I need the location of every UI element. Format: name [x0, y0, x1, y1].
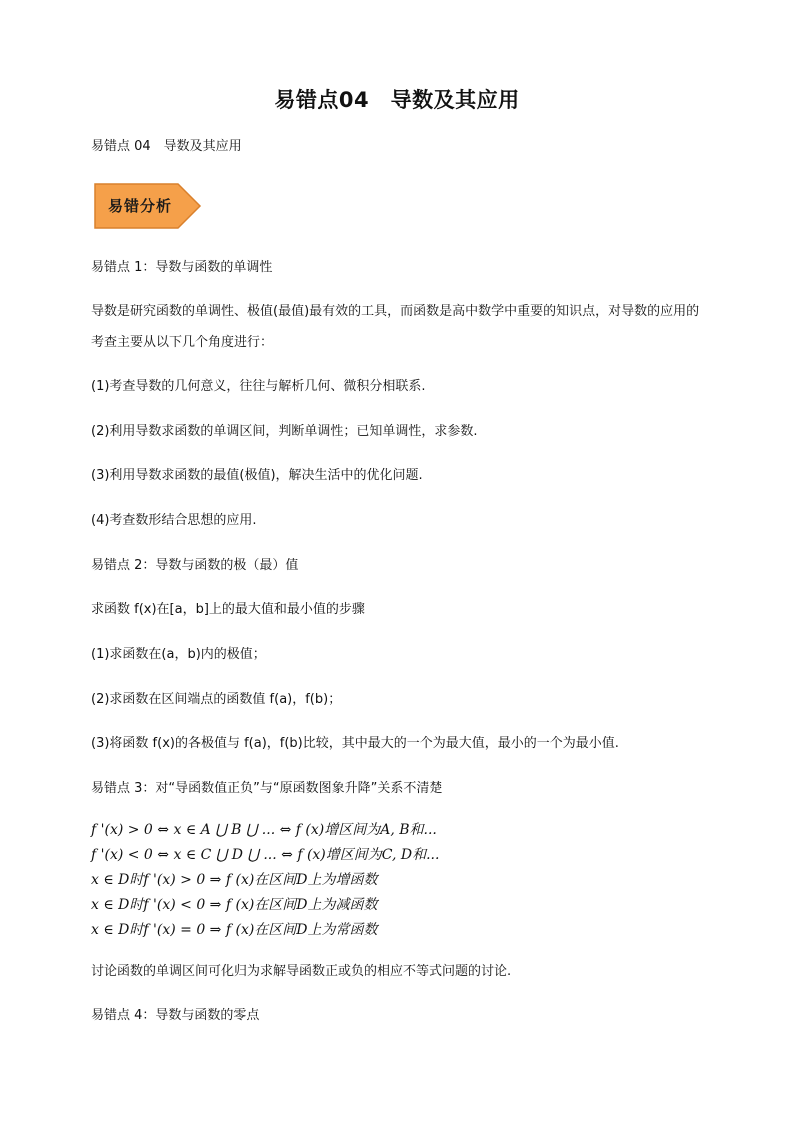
section1-item: (1)考查导数的几何意义，往往与解析几何、微积分相联系.	[91, 379, 426, 394]
section1-heading: 易错点 1：导数与函数的单调性	[91, 260, 273, 275]
section2-item: (1)求函数在(a，b)内的极值；	[91, 647, 266, 662]
section1-item: (4)考查数形结合思想的应用.	[91, 513, 257, 528]
section-badge	[94, 183, 202, 229]
section2-heading: 易错点 2：导数与函数的极（最）值	[91, 558, 299, 573]
formula-line: f '(x) < 0 ⇔ x ∈ C ⋃ D ⋃ ... ⇔ f (x)增区间为C, D和...	[91, 847, 440, 863]
subtitle: 易错点 04 导数及其应用	[91, 139, 242, 154]
formula-line: f '(x) > 0 ⇔ x ∈ A ⋃ B ⋃ ... ⇔ f (x)增区间为A, B和...	[91, 822, 437, 838]
section3-heading: 易错点 3：对“导函数值正负”与“原函数图象升降”关系不清楚	[91, 781, 443, 796]
formula-line: x ∈ D时f '(x) < 0 ⇒ f (x)在区间D上为减函数	[91, 897, 378, 913]
section1-intro: 导数是研究函数的单调性、极值(最值)最有效的工具，而函数是高中数学中重要的知识点，对导数的应用的考查主要从以下几个角度进行：	[91, 304, 700, 350]
section2-item: (2)求函数在区间端点的函数值 f(a)，f(b)；	[91, 692, 342, 707]
section2-intro: 求函数 f(x)在[a，b]上的最大值和最小值的步骤	[91, 602, 365, 617]
page-title: 易错点04 导数及其应用	[274, 88, 520, 112]
badge-label: 易错分析	[107, 197, 172, 215]
section3-note: 讨论函数的单调区间可化归为求解导函数正或负的相应不等式问题的讨论.	[91, 964, 512, 979]
section1-item: (2)利用导数求函数的单调区间，判断单调性；已知单调性，求参数.	[91, 424, 478, 439]
section1-item: (3)利用导数求函数的最值(极值)，解决生活中的优化问题.	[91, 468, 423, 483]
formula-block	[91, 818, 439, 943]
formula-line: x ∈ D时f '(x) > 0 ⇒ f (x)在区间D上为增函数	[91, 872, 378, 888]
section4-heading: 易错点 4：导数与函数的零点	[91, 1008, 260, 1023]
formula-line: x ∈ D时f '(x) = 0 ⇒ f (x)在区间D上为常函数	[91, 922, 378, 938]
section2-item: (3)将函数 f(x)的各极值与 f(a)，f(b)比较，其中最大的一个为最大值，最小的一个为最小值.	[91, 736, 619, 751]
